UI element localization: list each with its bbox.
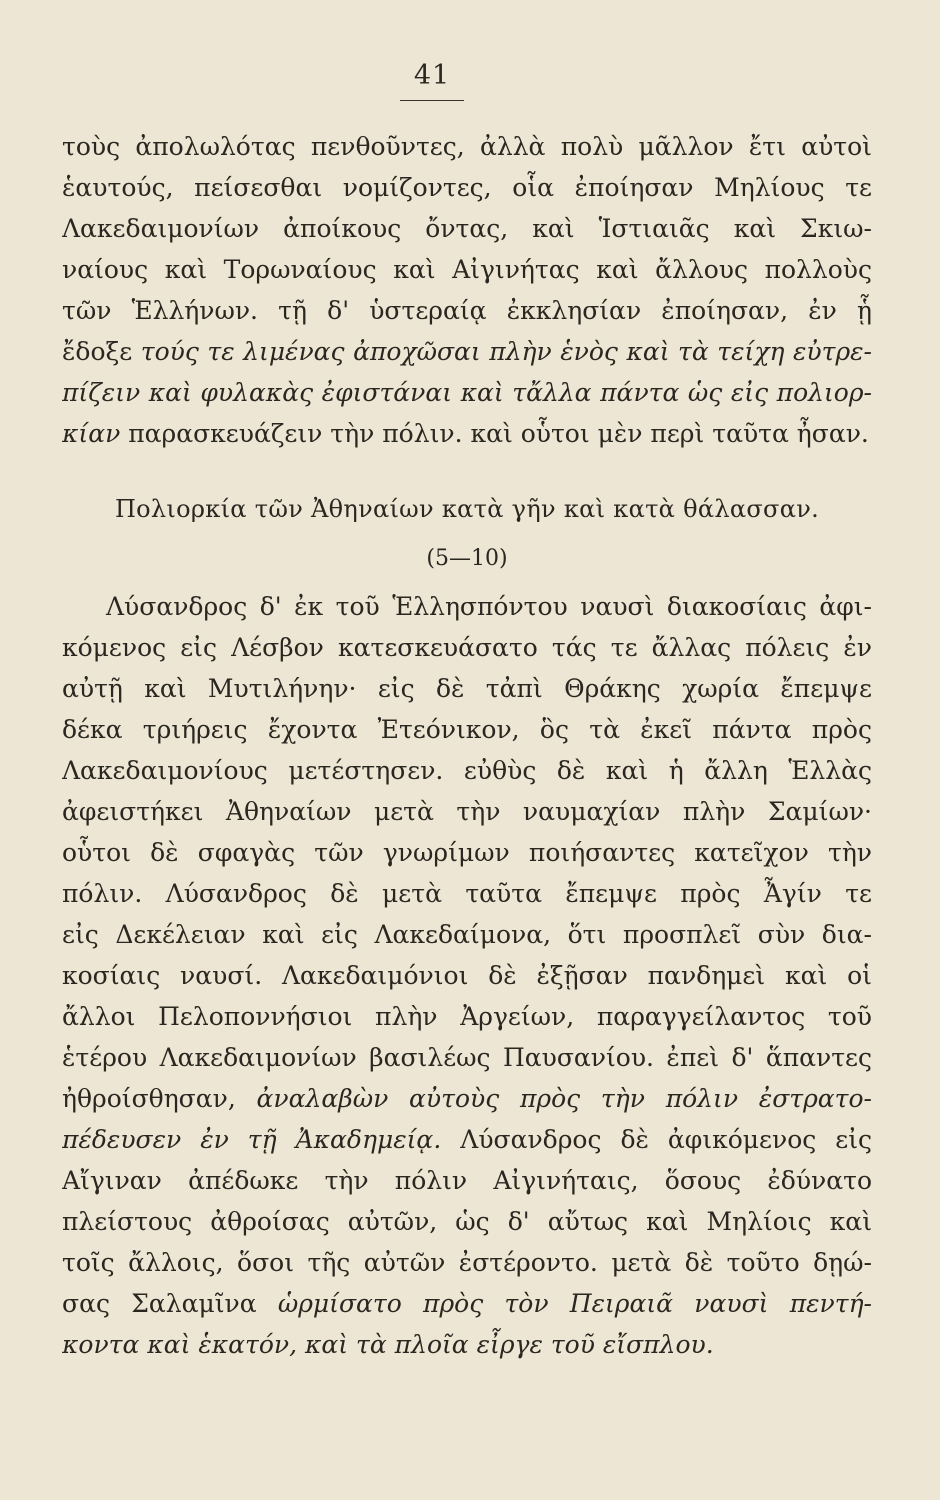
text-span: εἰς Δεκέλειαν καὶ εἰς Λακεδαίμονα, ὅτι προσπλεῖ σὺν δια- xyxy=(62,920,872,949)
text-line xyxy=(62,167,872,208)
italic-text: ἀναλαβὼν αὐτοὺς πρὸς τὴν πόλιν ἐστρατο- xyxy=(256,1084,872,1113)
text-line xyxy=(62,126,872,167)
page-number: 41 xyxy=(413,60,451,91)
text-line xyxy=(62,1160,872,1201)
text-span: ἑαυτούς, πείσεσθαι νομίζοντες, οἷα ἐποίησαν Μηλίους τε xyxy=(62,173,872,202)
page-number-rule xyxy=(400,100,464,101)
text-span: Λύσανδρος δὲ ἀφικόμενος εἰς xyxy=(441,1125,872,1154)
text-line xyxy=(62,1119,872,1160)
italic-text: τούς τε λιμένας ἀποχῶσαι πλὴν ἑνὸς καὶ τὰ τείχη εὐτρε- xyxy=(140,337,872,366)
text-line xyxy=(62,1283,872,1324)
text-line xyxy=(62,668,872,709)
text-span: Αἴγιναν ἀπέδωκε τὴν πόλιν Αἰγινήταις, ὅσους ἐδύνατο xyxy=(62,1166,872,1195)
text-span: πόλιν. Λύσανδρος δὲ μετὰ ταῦτα ἔπεμψε πρὸς Ἆγίν τε xyxy=(62,879,872,908)
italic-text: πέδευσεν ἐν τῇ Ἀκαδημείᾳ. xyxy=(62,1125,442,1154)
section-heading: Πολιορκία τῶν Ἀθηναίων κατὰ γῆν καὶ κατὰ θάλασσαν. xyxy=(114,495,820,523)
text-line xyxy=(62,290,872,331)
text-line xyxy=(62,413,872,454)
text-span: σας Σαλαμῖνα xyxy=(62,1289,278,1318)
section-subheading: (5—10) xyxy=(426,546,508,571)
text-line xyxy=(62,791,872,832)
paragraph-1 xyxy=(62,126,872,454)
text-line xyxy=(62,873,872,914)
text-line xyxy=(62,586,872,627)
text-line xyxy=(62,996,872,1037)
text-span: ἠθροίσθησαν, xyxy=(62,1084,257,1113)
text-line xyxy=(62,914,872,955)
text-line xyxy=(62,627,872,668)
italic-text: πίζειν καὶ φυλακὰς ἐφιστάναι καὶ τἄλλα πάντα ὡς εἰς πολιορ- xyxy=(62,378,872,407)
text-span: ἔδοξε xyxy=(62,337,141,366)
italic-text: κίαν xyxy=(62,419,121,448)
text-span: τῶν Ἑλλήνων. τῇ δ' ὑστεραίᾳ ἐκκλησίαν ἐποίησαν, ἐν ᾗ xyxy=(62,296,872,325)
text-span: κόμενος εἰς Λέσβον κατεσκευάσατο τάς τε ἄλλας πόλεις ἐν xyxy=(62,633,872,662)
text-span: κοσίαις ναυσί. Λακεδαιμόνιοι δὲ ἐξῇσαν πανδημεὶ καὶ οἱ xyxy=(62,961,872,990)
text-span: οὗτοι δὲ σφαγὰς τῶν γνωρίμων ποιήσαντες κατεῖχον τὴν xyxy=(62,838,872,867)
text-line xyxy=(62,372,872,413)
text-span: ναίους καὶ Τορωναίους καὶ Αἰγινήτας καὶ ἄλλους πολλοὺς xyxy=(62,255,872,284)
text-line xyxy=(62,750,872,791)
text-span: τοῖς ἄλλοις, ὅσοι τῆς αὐτῶν ἐστέροντο. μετὰ δὲ τοῦτο δῃώ- xyxy=(62,1248,872,1277)
text-span: πλείστους ἀθροίσας αὐτῶν, ὡς δ' αὔτως καὶ Μηλίοις καὶ xyxy=(62,1207,872,1236)
text-line xyxy=(62,709,872,750)
text-line xyxy=(62,1324,872,1365)
text-span: δέκα τριήρεις ἔχοντα Ἐτεόνικον, ὃς τὰ ἐκεῖ πάντα πρὸς xyxy=(62,715,872,744)
text-span: Λύσανδρος δ' ἐκ τοῦ Ἑλλησπόντου ναυσὶ διακοσίαις ἀφι- xyxy=(106,592,872,621)
text-line xyxy=(62,955,872,996)
text-line xyxy=(62,1242,872,1283)
text-line xyxy=(62,249,872,290)
text-span: Λακεδαιμονίων ἀποίκους ὄντας, καὶ Ἱστιαιᾶς καὶ Σκιω- xyxy=(62,214,872,243)
text-span: τοὺς ἀπολωλότας πενθοῦντες, ἀλλὰ πολὺ μᾶλλον ἔτι αὐτοὶ xyxy=(62,132,872,161)
paragraph-2 xyxy=(62,586,872,1365)
text-span: παρασκευάζειν τὴν πόλιν. καὶ οὗτοι μὲν περὶ ταῦτα ἦσαν. xyxy=(120,419,869,448)
text-line xyxy=(62,1201,872,1242)
text-line xyxy=(62,331,872,372)
text-line xyxy=(62,1078,872,1119)
text-line xyxy=(62,208,872,249)
section-gap xyxy=(62,454,872,488)
italic-text: ὡρμίσατο πρὸς τὸν Πειραιᾶ ναυσὶ πεντή- xyxy=(277,1289,872,1318)
text-line xyxy=(62,1037,872,1078)
text-line xyxy=(62,832,872,873)
body-text xyxy=(62,126,872,1365)
text-span: Λακεδαιμονίους μετέστησεν. εὐθὺς δὲ καὶ ἡ ἄλλη Ἑλλὰς xyxy=(62,756,872,785)
italic-text: κοντα καὶ ἑκατόν, καὶ τὰ πλοῖα εἶργε τοῦ εἴσπλου. xyxy=(62,1330,714,1359)
text-span: ἑτέρου Λακεδαιμονίων βασιλέως Παυσανίου. ἐπεὶ δ' ἅπαντες xyxy=(62,1043,872,1072)
text-span: ἀφειστήκει Ἀθηναίων μετὰ τὴν ναυμαχίαν πλὴν Σαμίων· xyxy=(62,797,872,826)
text-span: αὐτῇ καὶ Μυτιλήνην· εἰς δὲ τἀπὶ Θράκης χωρία ἔπεμψε xyxy=(62,674,872,703)
text-span: ἄλλοι Πελοποννήσιοι πλὴν Ἀργείων, παραγγείλαντος τοῦ xyxy=(62,1002,872,1031)
